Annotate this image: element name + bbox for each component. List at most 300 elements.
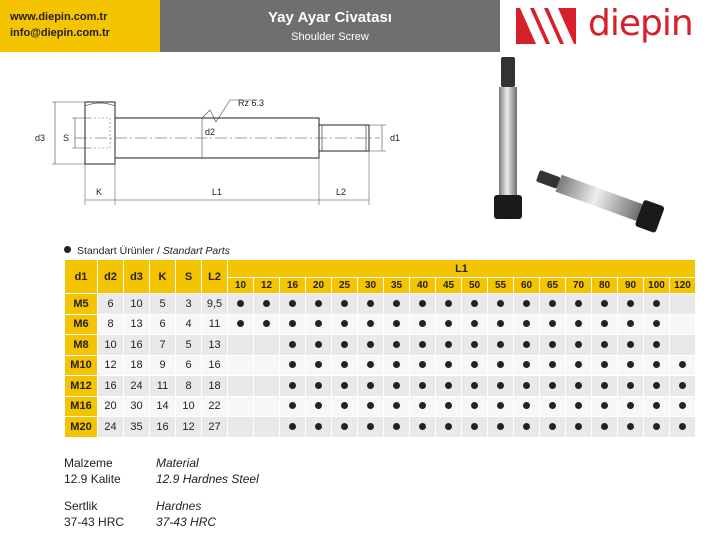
- availability-cell: [410, 417, 436, 438]
- availability-cell: [254, 314, 280, 335]
- availability-cell: [280, 417, 306, 438]
- availability-cell: [306, 355, 332, 376]
- availability-cell: [254, 355, 280, 376]
- l1-value-header: 120: [670, 278, 696, 294]
- availability-cell: [384, 376, 410, 397]
- available-dot-icon: [471, 361, 478, 368]
- dim-s-label: S: [63, 133, 70, 143]
- available-dot-icon: [627, 320, 634, 327]
- material-label-en: Material: [156, 456, 199, 470]
- available-dot-icon: [653, 341, 660, 348]
- email-link[interactable]: info@diepin.com.tr: [10, 27, 110, 39]
- availability-cell: [592, 417, 618, 438]
- available-dot-icon: [367, 361, 374, 368]
- availability-cell: [488, 396, 514, 417]
- dim-d1-label: d1: [390, 133, 401, 143]
- availability-cell: [670, 396, 696, 417]
- dim-d3-label: d3: [35, 133, 46, 143]
- col-header-s: S: [176, 260, 202, 294]
- available-dot-icon: [679, 361, 686, 368]
- available-dot-icon: [419, 341, 426, 348]
- available-dot-icon: [549, 361, 556, 368]
- availability-cell: [592, 376, 618, 397]
- availability-cell: [670, 417, 696, 438]
- availability-cell: [410, 335, 436, 356]
- availability-cell: [592, 314, 618, 335]
- l1-value-header: 16: [280, 278, 306, 294]
- availability-cell: [384, 314, 410, 335]
- availability-cell: [228, 396, 254, 417]
- availability-cell: [228, 335, 254, 356]
- availability-cell: [436, 335, 462, 356]
- available-dot-icon: [393, 382, 400, 389]
- available-dot-icon: [523, 402, 530, 409]
- available-dot-icon: [341, 320, 348, 327]
- available-dot-icon: [445, 382, 452, 389]
- availability-cell: [670, 294, 696, 315]
- available-dot-icon: [497, 382, 504, 389]
- availability-cell: [254, 335, 280, 356]
- availability-cell: [306, 396, 332, 417]
- available-dot-icon: [575, 300, 582, 307]
- availability-cell: [306, 376, 332, 397]
- cell-d3: 16: [124, 335, 150, 356]
- cell-s: 8: [176, 376, 202, 397]
- availability-cell: [306, 335, 332, 356]
- availability-cell: [566, 294, 592, 315]
- availability-cell: [280, 314, 306, 335]
- available-dot-icon: [575, 402, 582, 409]
- available-dot-icon: [263, 320, 270, 327]
- cell-k: 7: [150, 335, 176, 356]
- table-row: [65, 355, 696, 376]
- available-dot-icon: [549, 341, 556, 348]
- available-dot-icon: [471, 402, 478, 409]
- available-dot-icon: [445, 361, 452, 368]
- available-dot-icon: [601, 423, 608, 430]
- l1-value-header: 12: [254, 278, 280, 294]
- available-dot-icon: [653, 382, 660, 389]
- available-dot-icon: [601, 361, 608, 368]
- available-dot-icon: [497, 341, 504, 348]
- dim-k-label: K: [96, 187, 103, 197]
- availability-cell: [410, 355, 436, 376]
- availability-cell: [254, 417, 280, 438]
- available-dot-icon: [419, 361, 426, 368]
- cell-s: 6: [176, 355, 202, 376]
- availability-cell: [644, 314, 670, 335]
- availability-cell: [592, 355, 618, 376]
- availability-cell: [566, 314, 592, 335]
- available-dot-icon: [627, 382, 634, 389]
- l1-value-header: 100: [644, 278, 670, 294]
- l1-value-header: 25: [332, 278, 358, 294]
- availability-cell: [540, 417, 566, 438]
- availability-cell: [280, 376, 306, 397]
- available-dot-icon: [497, 300, 504, 307]
- availability-cell: [618, 396, 644, 417]
- cell-d3: 24: [124, 376, 150, 397]
- availability-cell: [358, 294, 384, 315]
- l1-value-header: 55: [488, 278, 514, 294]
- col-header-d1: d1: [65, 260, 98, 294]
- availability-cell: [514, 396, 540, 417]
- available-dot-icon: [445, 300, 452, 307]
- availability-cell: [228, 376, 254, 397]
- website-link[interactable]: www.diepin.com.tr: [10, 11, 108, 23]
- availability-cell: [488, 355, 514, 376]
- technical-drawing: [30, 60, 410, 220]
- available-dot-icon: [549, 300, 556, 307]
- availability-cell: [592, 335, 618, 356]
- l1-value-header: 70: [566, 278, 592, 294]
- hardness-label: Sertlik: [64, 499, 98, 513]
- available-dot-icon: [341, 423, 348, 430]
- availability-cell: [462, 314, 488, 335]
- available-dot-icon: [341, 382, 348, 389]
- availability-cell: [384, 417, 410, 438]
- available-dot-icon: [497, 423, 504, 430]
- cell-d3: 10: [124, 294, 150, 315]
- available-dot-icon: [627, 361, 634, 368]
- available-dot-icon: [263, 300, 270, 307]
- availability-cell: [592, 294, 618, 315]
- available-dot-icon: [653, 423, 660, 430]
- availability-cell: [670, 376, 696, 397]
- cell-d1: M8: [65, 335, 98, 356]
- dimension-table: [64, 259, 696, 438]
- page-header: [0, 0, 709, 52]
- available-dot-icon: [315, 423, 322, 430]
- availability-cell: [306, 417, 332, 438]
- availability-cell: [644, 376, 670, 397]
- cell-d1: M16: [65, 396, 98, 417]
- available-dot-icon: [523, 382, 530, 389]
- availability-cell: [670, 314, 696, 335]
- available-dot-icon: [601, 300, 608, 307]
- available-dot-icon: [497, 320, 504, 327]
- bullet-icon: [64, 246, 71, 253]
- table-row: [65, 376, 696, 397]
- available-dot-icon: [341, 341, 348, 348]
- availability-cell: [644, 417, 670, 438]
- availability-cell: [618, 376, 644, 397]
- availability-cell: [436, 376, 462, 397]
- available-dot-icon: [445, 402, 452, 409]
- availability-cell: [436, 417, 462, 438]
- availability-cell: [462, 294, 488, 315]
- col-header-l2: L2: [202, 260, 228, 294]
- availability-cell: [540, 314, 566, 335]
- available-dot-icon: [341, 361, 348, 368]
- availability-cell: [384, 294, 410, 315]
- table-row: [65, 314, 696, 335]
- available-dot-icon: [419, 402, 426, 409]
- availability-cell: [384, 335, 410, 356]
- l1-value-header: 40: [410, 278, 436, 294]
- material-value: 12.9 Kalite: [64, 472, 121, 486]
- availability-cell: [514, 294, 540, 315]
- available-dot-icon: [653, 361, 660, 368]
- availability-cell: [410, 376, 436, 397]
- availability-cell: [462, 417, 488, 438]
- availability-cell: [488, 376, 514, 397]
- l1-value-header: 10: [228, 278, 254, 294]
- standard-parts-legend: [64, 245, 230, 257]
- availability-cell: [488, 335, 514, 356]
- availability-cell: [254, 376, 280, 397]
- cell-d1: M20: [65, 417, 98, 438]
- logo-text: diepin: [588, 3, 693, 44]
- dim-l2-label: L2: [336, 187, 347, 197]
- availability-cell: [358, 376, 384, 397]
- col-header-d3: d3: [124, 260, 150, 294]
- cell-d2: 12: [98, 355, 124, 376]
- available-dot-icon: [393, 361, 400, 368]
- material-value-en: 12.9 Hardnes Steel: [156, 472, 259, 486]
- l1-value-header: 20: [306, 278, 332, 294]
- availability-cell: [228, 355, 254, 376]
- available-dot-icon: [523, 423, 530, 430]
- availability-cell: [332, 314, 358, 335]
- hardness-value-en: 37-43 HRC: [156, 515, 217, 529]
- availability-cell: [514, 376, 540, 397]
- available-dot-icon: [549, 320, 556, 327]
- availability-cell: [384, 355, 410, 376]
- available-dot-icon: [549, 402, 556, 409]
- available-dot-icon: [315, 341, 322, 348]
- available-dot-icon: [549, 382, 556, 389]
- availability-cell: [280, 335, 306, 356]
- available-dot-icon: [341, 402, 348, 409]
- table-row: [65, 417, 696, 438]
- logo: [500, 0, 709, 52]
- cell-s: 12: [176, 417, 202, 438]
- available-dot-icon: [315, 402, 322, 409]
- page-title: Yay Ayar Civatası: [268, 9, 392, 26]
- available-dot-icon: [627, 402, 634, 409]
- availability-cell: [280, 396, 306, 417]
- available-dot-icon: [471, 341, 478, 348]
- hardness-label-en: Hardnes: [156, 499, 202, 513]
- roughness-label: Rz 6.3: [238, 98, 265, 108]
- availability-cell: [332, 376, 358, 397]
- availability-cell: [436, 314, 462, 335]
- available-dot-icon: [289, 300, 296, 307]
- available-dot-icon: [575, 320, 582, 327]
- cell-d2: 6: [98, 294, 124, 315]
- available-dot-icon: [315, 361, 322, 368]
- available-dot-icon: [237, 300, 244, 307]
- availability-cell: [540, 335, 566, 356]
- available-dot-icon: [367, 402, 374, 409]
- available-dot-icon: [575, 382, 582, 389]
- cell-d2: 16: [98, 376, 124, 397]
- available-dot-icon: [315, 320, 322, 327]
- available-dot-icon: [471, 300, 478, 307]
- available-dot-icon: [575, 423, 582, 430]
- available-dot-icon: [315, 300, 322, 307]
- available-dot-icon: [679, 382, 686, 389]
- availability-cell: [514, 335, 540, 356]
- cell-d2: 24: [98, 417, 124, 438]
- availability-cell: [462, 335, 488, 356]
- logo-mark-icon: [516, 8, 576, 44]
- available-dot-icon: [289, 341, 296, 348]
- available-dot-icon: [341, 300, 348, 307]
- availability-cell: [280, 294, 306, 315]
- cell-d3: 35: [124, 417, 150, 438]
- cell-d2: 10: [98, 335, 124, 356]
- material-block-en: [156, 455, 259, 487]
- available-dot-icon: [289, 382, 296, 389]
- available-dot-icon: [289, 402, 296, 409]
- availability-cell: [618, 294, 644, 315]
- available-dot-icon: [419, 423, 426, 430]
- availability-cell: [540, 396, 566, 417]
- availability-cell: [644, 355, 670, 376]
- availability-cell: [566, 396, 592, 417]
- table-row: [65, 396, 696, 417]
- available-dot-icon: [653, 320, 660, 327]
- l1-value-header: 65: [540, 278, 566, 294]
- available-dot-icon: [627, 423, 634, 430]
- cell-s: 4: [176, 314, 202, 335]
- col-header-k: K: [150, 260, 176, 294]
- available-dot-icon: [471, 320, 478, 327]
- availability-cell: [228, 417, 254, 438]
- available-dot-icon: [653, 300, 660, 307]
- cell-k: 5: [150, 294, 176, 315]
- availability-cell: [332, 294, 358, 315]
- availability-cell: [332, 355, 358, 376]
- availability-cell: [514, 355, 540, 376]
- l1-value-header: 80: [592, 278, 618, 294]
- cell-d1: M10: [65, 355, 98, 376]
- available-dot-icon: [445, 320, 452, 327]
- availability-cell: [436, 396, 462, 417]
- available-dot-icon: [367, 320, 374, 327]
- available-dot-icon: [601, 402, 608, 409]
- legend-text-en: Standart Parts: [162, 245, 230, 257]
- available-dot-icon: [315, 382, 322, 389]
- availability-cell: [566, 417, 592, 438]
- cell-d1: M5: [65, 294, 98, 315]
- availability-cell: [228, 294, 254, 315]
- table-row: [65, 335, 696, 356]
- availability-cell: [358, 396, 384, 417]
- available-dot-icon: [523, 341, 530, 348]
- availability-cell: [358, 417, 384, 438]
- hardness-block-tr: [64, 498, 124, 530]
- available-dot-icon: [601, 320, 608, 327]
- available-dot-icon: [445, 341, 452, 348]
- availability-cell: [436, 355, 462, 376]
- available-dot-icon: [679, 423, 686, 430]
- availability-cell: [332, 335, 358, 356]
- available-dot-icon: [393, 341, 400, 348]
- available-dot-icon: [445, 423, 452, 430]
- cell-d1: M6: [65, 314, 98, 335]
- availability-cell: [462, 355, 488, 376]
- cell-d1: M12: [65, 376, 98, 397]
- availability-cell: [540, 355, 566, 376]
- available-dot-icon: [549, 423, 556, 430]
- hardness-value: 37-43 HRC: [64, 515, 125, 529]
- availability-cell: [410, 314, 436, 335]
- availability-cell: [540, 294, 566, 315]
- availability-cell: [514, 314, 540, 335]
- available-dot-icon: [419, 320, 426, 327]
- availability-cell: [644, 396, 670, 417]
- availability-cell: [358, 314, 384, 335]
- available-dot-icon: [367, 382, 374, 389]
- available-dot-icon: [393, 402, 400, 409]
- cell-d3: 30: [124, 396, 150, 417]
- availability-cell: [566, 376, 592, 397]
- availability-cell: [488, 417, 514, 438]
- availability-cell: [670, 335, 696, 356]
- cell-l2: 9,5: [202, 294, 228, 315]
- available-dot-icon: [289, 361, 296, 368]
- available-dot-icon: [575, 341, 582, 348]
- availability-cell: [618, 335, 644, 356]
- available-dot-icon: [523, 361, 530, 368]
- available-dot-icon: [289, 423, 296, 430]
- available-dot-icon: [601, 382, 608, 389]
- availability-cell: [462, 396, 488, 417]
- l1-value-header: 90: [618, 278, 644, 294]
- available-dot-icon: [575, 361, 582, 368]
- available-dot-icon: [471, 382, 478, 389]
- title-block: [160, 0, 500, 52]
- availability-cell: [410, 396, 436, 417]
- availability-cell: [280, 355, 306, 376]
- availability-cell: [644, 294, 670, 315]
- available-dot-icon: [367, 300, 374, 307]
- availability-cell: [358, 355, 384, 376]
- dim-l1-label: L1: [212, 187, 223, 197]
- availability-cell: [618, 417, 644, 438]
- available-dot-icon: [393, 423, 400, 430]
- cell-k: 14: [150, 396, 176, 417]
- hardness-block-en: [156, 498, 216, 530]
- material-label: Malzeme: [64, 456, 113, 470]
- availability-cell: [332, 417, 358, 438]
- cell-k: 16: [150, 417, 176, 438]
- available-dot-icon: [523, 300, 530, 307]
- cell-l2: 18: [202, 376, 228, 397]
- available-dot-icon: [237, 320, 244, 327]
- l1-value-header: 30: [358, 278, 384, 294]
- availability-cell: [358, 335, 384, 356]
- cell-k: 9: [150, 355, 176, 376]
- available-dot-icon: [679, 402, 686, 409]
- cell-k: 6: [150, 314, 176, 335]
- cell-d2: 20: [98, 396, 124, 417]
- cell-d2: 8: [98, 314, 124, 335]
- l1-value-header: 35: [384, 278, 410, 294]
- availability-cell: [254, 396, 280, 417]
- available-dot-icon: [497, 402, 504, 409]
- dim-d2-label: d2: [205, 127, 216, 137]
- cell-s: 3: [176, 294, 202, 315]
- cell-l2: 22: [202, 396, 228, 417]
- cell-l2: 11: [202, 314, 228, 335]
- availability-cell: [384, 396, 410, 417]
- availability-cell: [644, 335, 670, 356]
- available-dot-icon: [471, 423, 478, 430]
